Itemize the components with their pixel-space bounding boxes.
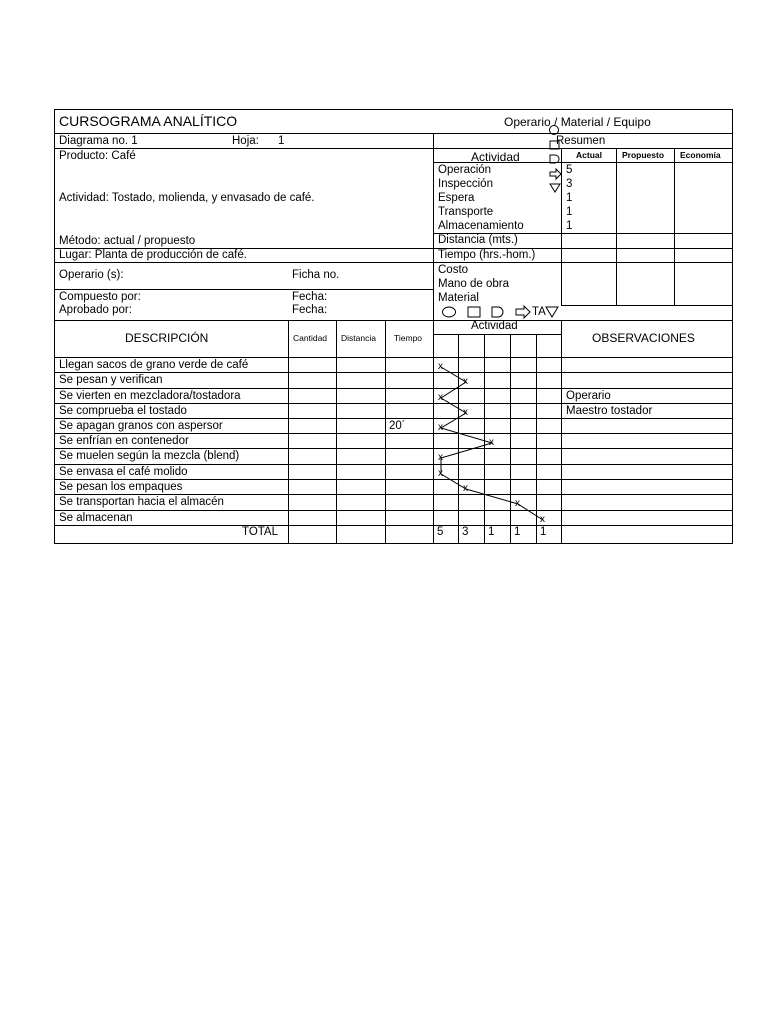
step-description: Se pesan y verifican	[59, 374, 163, 386]
transport-arrow-icon	[550, 169, 561, 179]
summary-row-label: Almacenamiento	[438, 220, 524, 232]
step-description: Llegan sacos de grano verde de café	[59, 359, 249, 371]
step-description: Se muelen según la mezcla (blend)	[59, 450, 240, 462]
activity-mark: x	[463, 376, 468, 387]
step-description: Se almacenan	[59, 512, 133, 524]
summary-row-actual: 1	[566, 220, 573, 232]
step-description: Se pesan los empaques	[59, 481, 183, 493]
step-time: 20´	[389, 420, 406, 432]
aprobado-field: Aprobado por:	[59, 304, 132, 316]
activity-mark: x	[463, 483, 468, 494]
step-description: Se comprueba el tostado	[59, 405, 187, 417]
fecha-aprobado-field: Fecha:	[292, 304, 328, 316]
col-propuesto-header: Propuesto	[622, 150, 665, 160]
form-title: CURSOGRAMA ANALÍTICO	[59, 113, 238, 129]
metodo-field: Método: actual / propuesto	[59, 235, 196, 247]
observaciones-header: OBSERVACIONES	[592, 331, 695, 345]
mano-obra-label: Mano de obra	[438, 278, 509, 290]
step-observation: Operario	[566, 390, 611, 402]
delay-symbol-icon	[550, 155, 559, 163]
inspection-row-icon	[468, 307, 480, 317]
resumen-label: Resumen	[556, 135, 606, 147]
summary-row-actual: 1	[566, 192, 573, 204]
activity-mark: x	[438, 361, 443, 372]
distancia-summary: Distancia (mts.)	[438, 234, 518, 246]
summary-row-label: Operación	[438, 164, 492, 176]
total-value: 1	[488, 526, 495, 538]
step-description: Se transportan hacia el almacén	[59, 496, 224, 508]
step-description: Se envasa el café molido	[59, 466, 188, 478]
summary-row-actual: 5	[566, 164, 573, 176]
activity-mark: x	[438, 422, 443, 433]
col-actual-header: Actual	[576, 150, 602, 160]
operation-symbol-icon	[550, 126, 559, 135]
storage-triangle-icon	[550, 184, 560, 192]
total-value: 3	[462, 526, 469, 538]
material-label: Material	[438, 292, 479, 304]
total-label: TOTAL	[242, 526, 278, 538]
total-value: 5	[437, 526, 444, 538]
summary-row-label: Transporte	[438, 206, 494, 218]
total-value: 1	[540, 526, 547, 538]
activity-mark: x	[438, 468, 443, 479]
inspection-symbol-icon	[550, 141, 559, 149]
fecha-compuesto-field: Fecha:	[292, 291, 328, 303]
lugar-field: Lugar: Planta de producción de café.	[59, 249, 247, 261]
cantidad-header: Cantidad	[293, 333, 328, 343]
actividad-field: Actividad: Tostado, molienda, y envasado de café.	[59, 192, 315, 204]
storage-row-icon	[546, 307, 558, 317]
tiempo-header: Tiempo	[394, 333, 423, 343]
operation-row-icon	[443, 307, 456, 317]
step-description: Se vierten en mezcladora/tostadora	[59, 390, 241, 402]
delay-row-icon	[492, 307, 503, 317]
activity-mark: x	[515, 498, 520, 509]
producto-field: Producto: Café	[59, 150, 136, 162]
tiempo-summary: Tiempo (hrs.-hom.)	[438, 249, 536, 261]
diagram-number: Diagrama no. 1	[59, 135, 138, 147]
descripcion-header: DESCRIPCIÓN	[125, 331, 209, 345]
step-description: Se apagan granos con aspersor	[59, 420, 223, 432]
sheet-value: 1	[278, 135, 285, 147]
total-value: 1	[514, 526, 521, 538]
sheet-label: Hoja:	[232, 135, 259, 147]
summary-actividad-header: Actividad	[471, 150, 520, 164]
summary-row-label: Espera	[438, 192, 475, 204]
ficha-field: Ficha no.	[292, 269, 340, 281]
compuesto-field: Compuesto por:	[59, 291, 141, 303]
summary-row-actual: 1	[566, 206, 573, 218]
step-description: Se enfrían en contenedor	[59, 435, 189, 447]
subject-label: Operario / Material / Equipo	[504, 115, 651, 129]
distancia-header: Distancia	[341, 333, 376, 343]
summary-row-label: Inspección	[438, 178, 493, 190]
activity-mark: x	[438, 392, 443, 403]
symbols-text: TA	[532, 306, 546, 318]
transport-row-icon	[516, 306, 530, 318]
activity-mark: x	[540, 514, 545, 525]
operario-field: Operario (s):	[59, 269, 124, 281]
activity-mark: x	[489, 437, 494, 448]
step-observation: Maestro tostador	[566, 405, 653, 417]
actividad-col-header: Actividad	[471, 320, 518, 332]
col-economia-header: Economía	[680, 150, 721, 160]
activity-mark: x	[463, 407, 468, 418]
costo-label: Costo	[438, 264, 469, 276]
activity-mark: x	[438, 452, 443, 463]
summary-row-actual: 3	[566, 178, 573, 190]
